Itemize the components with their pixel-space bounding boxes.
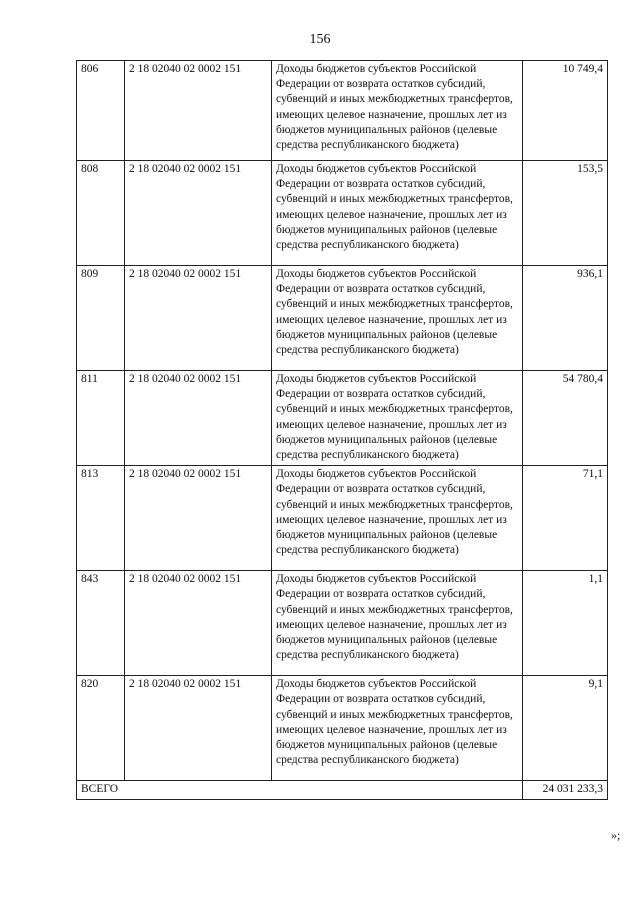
budget-classification-cell: 2 18 02040 02 0002 151 bbox=[125, 61, 272, 161]
budget-classification-cell: 2 18 02040 02 0002 151 bbox=[125, 466, 272, 571]
table-row bbox=[77, 266, 608, 371]
amount-cell: 9,1 bbox=[523, 676, 608, 781]
table-row bbox=[77, 466, 608, 571]
description-cell: Доходы бюджетов субъектов Российской Федерации от возврата остатков субсидий, субвенций и иных межбюджетных трансфертов, имеющих целевое назначение, прошлых лет из бюджетов муниципальных районов (целевые средства республиканского бюджета) bbox=[272, 161, 523, 266]
amount-cell: 54 780,4 bbox=[523, 371, 608, 466]
admin-code-cell: 811 bbox=[77, 371, 125, 466]
amount-cell: 71,1 bbox=[523, 466, 608, 571]
budget-classification-cell: 2 18 02040 02 0002 151 bbox=[125, 676, 272, 781]
amount-cell: 936,1 bbox=[523, 266, 608, 371]
admin-code-cell: 820 bbox=[77, 676, 125, 781]
table-row bbox=[77, 61, 608, 161]
budget-classification-cell: 2 18 02040 02 0002 151 bbox=[125, 266, 272, 371]
table-row bbox=[77, 161, 608, 266]
table-row bbox=[77, 571, 608, 676]
budget-classification-cell: 2 18 02040 02 0002 151 bbox=[125, 571, 272, 676]
page-number: 156 bbox=[309, 32, 331, 47]
total-row bbox=[77, 781, 608, 800]
closing-quote-mark: »; bbox=[611, 828, 621, 842]
budget-classification-cell: 2 18 02040 02 0002 151 bbox=[125, 371, 272, 466]
description-cell: Доходы бюджетов субъектов Российской Федерации от возврата остатков субсидий, субвенций и иных межбюджетных трансфертов, имеющих целевое назначение, прошлых лет из бюджетов муниципальных районов (целевые средства республиканского бюджета) bbox=[272, 266, 523, 371]
table-row bbox=[77, 371, 608, 466]
admin-code-cell: 843 bbox=[77, 571, 125, 676]
admin-code-cell: 808 bbox=[77, 161, 125, 266]
description-cell: Доходы бюджетов субъектов Российской Федерации от возврата остатков субсидий, субвенций и иных межбюджетных трансфертов, имеющих целевое назначение, прошлых лет из бюджетов муниципальных районов (целевые средства республиканского бюджета) bbox=[272, 571, 523, 676]
admin-code-cell: 806 bbox=[77, 61, 125, 161]
description-cell: Доходы бюджетов субъектов Российской Федерации от возврата остатков субсидий, субвенций и иных межбюджетных трансфертов, имеющих целевое назначение, прошлых лет из бюджетов муниципальных районов (целевые средства республиканского бюджета) bbox=[272, 466, 523, 571]
total-label: ВСЕГО bbox=[77, 781, 523, 800]
description-cell: Доходы бюджетов субъектов Российской Федерации от возврата остатков субсидий, субвенций и иных межбюджетных трансфертов, имеющих целевое назначение, прошлых лет из бюджетов муниципальных районов (целевые средства республиканского бюджета) bbox=[272, 676, 523, 781]
admin-code-cell: 813 bbox=[77, 466, 125, 571]
admin-code-cell: 809 bbox=[77, 266, 125, 371]
table-row bbox=[77, 676, 608, 781]
budget-classification-cell: 2 18 02040 02 0002 151 bbox=[125, 161, 272, 266]
total-amount: 24 031 233,3 bbox=[523, 781, 608, 800]
amount-cell: 1,1 bbox=[523, 571, 608, 676]
description-cell: Доходы бюджетов субъектов Российской Федерации от возврата остатков субсидий, субвенций и иных межбюджетных трансфертов, имеющих целевое назначение, прошлых лет из бюджетов муниципальных районов (целевые средства республиканского бюджета) bbox=[272, 61, 523, 161]
description-cell: Доходы бюджетов субъектов Российской Федерации от возврата остатков субсидий, субвенций и иных межбюджетных трансфертов, имеющих целевое назначение, прошлых лет из бюджетов муниципальных районов (целевые средства республиканского бюджета) bbox=[272, 371, 523, 466]
amount-cell: 10 749,4 bbox=[523, 61, 608, 161]
amount-cell: 153,5 bbox=[523, 161, 608, 266]
budget-table bbox=[76, 60, 608, 800]
